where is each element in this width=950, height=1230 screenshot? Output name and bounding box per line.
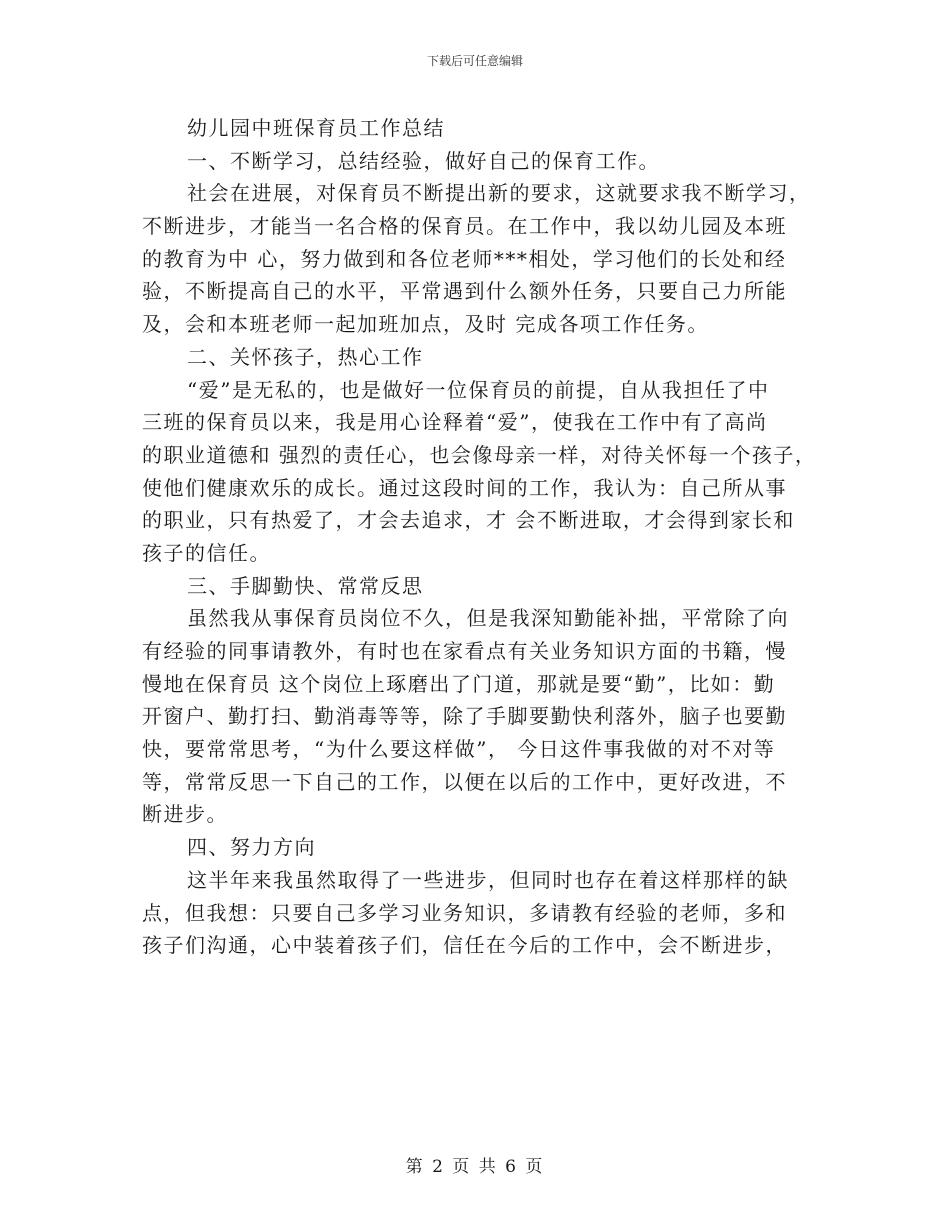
text-line: 快，要常常思考，“为什么要这样做”， 今日这件事我做的对不对等 bbox=[142, 737, 776, 762]
text-line: 孩子们沟通，心中装着孩子们，信任在今后的工作中，会不断进步， bbox=[142, 933, 787, 958]
text-line: 使他们健康欢乐的成长。通过这段时间的工作，我认为：自己所从事 bbox=[142, 475, 787, 500]
text-line: 有经验的同事请教外，有时也在家看点有关业务知识方面的书籍，慢 bbox=[142, 639, 787, 663]
text-line: 断进步。 bbox=[142, 802, 228, 827]
text-line: 开窗户、勤打扫、勤消毒等等，除了手脚要勤快利落外，脑子也要勤 bbox=[142, 704, 787, 729]
text-line: 慢地在保育员 这个岗位上琢磨出了门道，那就是要“勤”，比如：勤 bbox=[142, 671, 776, 696]
text-line: 等，常常反思一下自己的工作，以便在以后的工作中，更好改进，不 bbox=[142, 769, 787, 794]
text-line: 这半年来我虽然取得了一些进步，但同时也存在着这样那样的缺 bbox=[187, 867, 789, 892]
text-line: 不断进步，才能当一名合格的保育员。在工作中，我以幼儿园及本班 bbox=[142, 214, 787, 239]
text-line: 的教育为中 心，努力做到和各位老师***相处，学习他们的长处和经 bbox=[142, 246, 787, 271]
text-line: 验，不断提高自己的水平，平常遇到什么额外任务，只要自己力所能 bbox=[142, 279, 787, 304]
document-title: 幼儿园中班保育员工作总结 bbox=[187, 116, 445, 140]
text-line: 四、努力方向 bbox=[187, 835, 316, 860]
document-body bbox=[142, 112, 822, 962]
text-line: 孩子的信任。 bbox=[142, 540, 271, 565]
text-line: 三班的保育员以来，我是用心诠释着“爱”，使我在工作中有了高尚 bbox=[142, 410, 768, 435]
text-line: 虽然我从事保育员岗位不久，但是我深知勤能补拙，平常除了向 bbox=[187, 606, 789, 631]
text-line: 的职业，只有热爱了，才会去追求，才 会不断进取，才会得到家长和 bbox=[142, 508, 795, 533]
text-line: 二、关怀孩子，热心工作 bbox=[187, 344, 424, 369]
text-line: “爱”是无私的，也是做好一位保育员的前提，自从我担任了中 bbox=[187, 377, 770, 402]
page-header-note: 下载后可任意编辑 bbox=[426, 54, 523, 68]
text-line: 三、手脚勤快、常常反思 bbox=[187, 573, 424, 598]
text-line: 的职业道德和 强烈的责任心，也会像母亲一样，对待关怀每一个孩子， bbox=[142, 442, 817, 467]
text-line: 及，会和本班老师一起加班加点，及时 完成各项工作任务。 bbox=[142, 312, 709, 337]
text-line: 社会在进展，对保育员不断提出新的要求，这就要求我不断学习， bbox=[187, 181, 811, 206]
text-line: 一、不断学习，总结经验，做好自己的保育工作。 bbox=[187, 148, 660, 173]
text-line: 点，但我想：只要自己多学习业务知识，多请教有经验的老师，多和 bbox=[142, 900, 787, 925]
page-footer: 第 2 页 共 6 页 bbox=[405, 1157, 545, 1177]
